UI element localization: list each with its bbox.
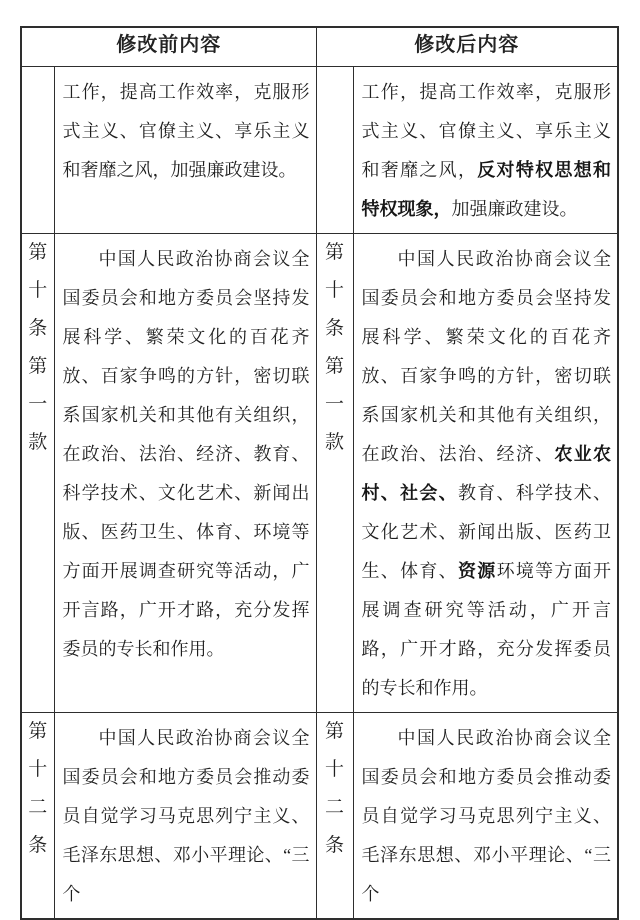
table-row-article-12: [21, 712, 618, 919]
article-label-cell-before: [21, 233, 54, 712]
text-segment: 工作，提高工作效率，克服形式主义、官僚主义、享乐主义和奢靡之风，: [361, 81, 611, 180]
article-label: [22, 234, 54, 462]
text-segment: 工作，提高工作效率，克服形式主义、官僚主义、享乐主义和奢靡之风，加强廉政建设。: [62, 81, 310, 180]
label-char: 第: [28, 241, 48, 263]
label-char: 条: [324, 834, 344, 856]
article-label-cell-after: [316, 712, 353, 919]
label-char: 条: [28, 317, 48, 339]
added-text-segment: 反对特权思想和特权现象，: [361, 159, 611, 219]
before-content-cell: [54, 233, 316, 712]
label-char: 第: [28, 720, 48, 742]
label-char: 第: [324, 241, 344, 263]
added-text-segment: 农业农村、社会、: [361, 443, 612, 503]
article-label-cell-before: [21, 66, 54, 233]
label-char: 十: [324, 279, 344, 301]
article-label-cell-after: [316, 66, 353, 233]
article-label-cell-after: [316, 233, 353, 712]
after-content-cell: [353, 712, 618, 919]
before-content-cell: [54, 66, 316, 233]
text-segment: 中国人民政治协商会议全国委员会和地方委员会坚持发展科学、繁荣文化的百花齐放、百家争鸣的方针，密切联系国家机关和其他有关组织，在政治、法治、经济、教育、科学技术、文化艺术、新闻出版、医药卫生、体育、环境等方面开展调查研究等活动，广开言路，广开才路，充分发挥委员的专长和作用。: [62, 248, 310, 659]
label-char: 二: [324, 796, 344, 818]
table-row-article-10: [21, 233, 618, 712]
label-char: 条: [324, 317, 344, 339]
label-char: 二: [28, 796, 48, 818]
label-char: 条: [28, 834, 48, 856]
label-char: 第: [28, 355, 48, 377]
label-char: 十: [28, 758, 48, 780]
text-segment: 教育、科学技术、文化艺术、新闻出版、医药卫生、体育、: [361, 482, 612, 581]
before-content-cell: [54, 712, 316, 919]
after-content-cell: [353, 66, 618, 233]
revision-compare-table: [20, 26, 619, 920]
article-label: [317, 234, 353, 462]
article-label-cell-before: [21, 712, 54, 919]
after-content-cell: [353, 233, 618, 712]
label-char: 款: [28, 431, 48, 453]
text-segment: 中国人民政治协商会议全国委员会和地方委员会坚持发展科学、繁荣文化的百花齐放、百家争鸣的方针，密切联系国家机关和其他有关组织，在政治、法治、经济、: [361, 248, 611, 464]
column-header-before: 修改前内容: [21, 27, 316, 66]
label-char: 第: [324, 355, 344, 377]
text-segment: 环境等方面开展调查研究等活动，广开言路，广开才路，充分发挥委员的专长和作用。: [361, 560, 612, 698]
label-char: 十: [28, 279, 48, 301]
article-label: [22, 713, 54, 865]
label-char: 一: [28, 393, 48, 415]
text-segment: 中国人民政治协商会议全国委员会和地方委员会推动委员自觉学习马克思列宁主义、毛泽东思想、邓小平理论、“三个: [361, 727, 611, 904]
label-char: 款: [324, 431, 344, 453]
label-char: 一: [324, 393, 344, 415]
label-char: 第: [324, 720, 344, 742]
article-label: [317, 713, 353, 865]
header-row: [21, 27, 618, 66]
label-char: 十: [324, 758, 344, 780]
text-segment: 中国人民政治协商会议全国委员会和地方委员会推动委员自觉学习马克思列宁主义、毛泽东思想、邓小平理论、“三个: [62, 727, 310, 904]
added-text-segment: 资源: [457, 560, 497, 581]
column-header-after: 修改后内容: [316, 27, 618, 66]
text-segment: 加强廉政建设。: [451, 198, 578, 219]
table-row-continuation: [21, 66, 618, 233]
